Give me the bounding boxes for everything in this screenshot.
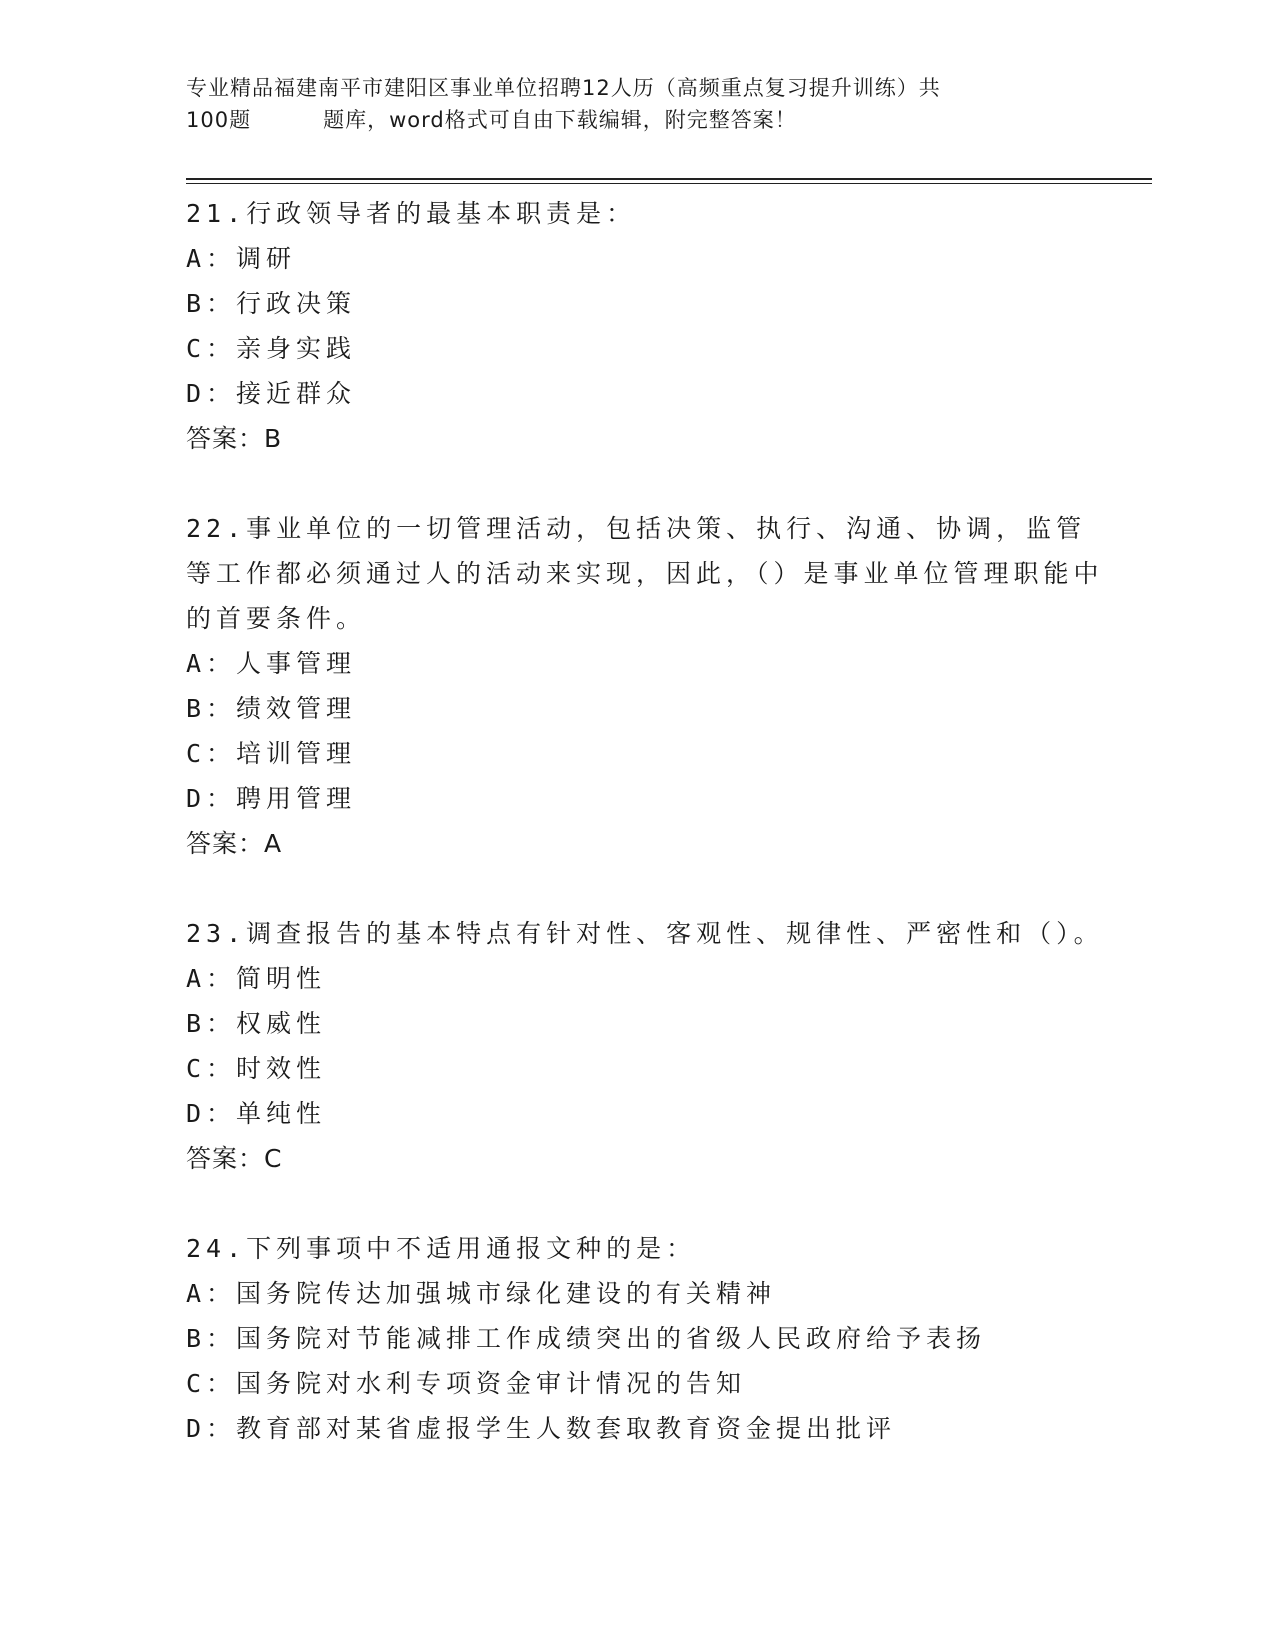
- question-text: 24.下列事项中不适用通报文种的是：: [186, 1234, 697, 1263]
- option-a: A：国务院传达加强城市绿化建设的有关精神: [186, 1279, 777, 1308]
- header-question-count: 100题: [186, 108, 252, 132]
- answer: 答案：A: [186, 829, 283, 858]
- question-21: [186, 191, 1106, 461]
- header-divider-thick: [186, 178, 1152, 180]
- option-b: B：绩效管理: [186, 694, 357, 723]
- question-text: 22.事业单位的一切管理活动，包括决策、执行、沟通、协调，监管等工作都必须通过人的活动来实现，因此，（）是事业单位管理职能中的首要条件。: [186, 514, 1104, 633]
- document-header: [186, 72, 1086, 136]
- option-c: C：培训管理: [186, 739, 357, 768]
- option-a: A：调研: [186, 244, 297, 273]
- option-d: D：接近群众: [186, 379, 357, 408]
- question-list: [186, 191, 1106, 1496]
- option-d: D：聘用管理: [186, 784, 357, 813]
- option-a: A：人事管理: [186, 649, 357, 678]
- option-d: D：教育部对某省虚报学生人数套取教育资金提出批评: [186, 1414, 897, 1443]
- question-text: 23.调查报告的基本特点有针对性、客观性、规律性、严密性和（）。: [186, 919, 1104, 948]
- answer: 答案：B: [186, 424, 283, 453]
- header-divider-thin: [186, 183, 1152, 184]
- option-c: C：国务院对水利专项资金审计情况的告知: [186, 1369, 747, 1398]
- question-text: 21.行政领导者的最基本职责是：: [186, 199, 637, 228]
- answer: 答案：C: [186, 1144, 283, 1173]
- question-23: [186, 911, 1106, 1181]
- option-a: A：简明性: [186, 964, 327, 993]
- header-description: 题库，word格式可自由下载编辑，附完整答案！: [323, 108, 797, 132]
- option-d: D：单纯性: [186, 1099, 327, 1128]
- option-b: B：权威性: [186, 1009, 327, 1038]
- header-line-2: [186, 104, 1086, 136]
- question-22: [186, 506, 1106, 866]
- option-c: C：亲身实践: [186, 334, 357, 363]
- option-b: B：国务院对节能减排工作成绩突出的省级人民政府给予表扬: [186, 1324, 987, 1353]
- header-line-1: 专业精品福建南平市建阳区事业单位招聘12人历（高频重点复习提升训练）共: [186, 76, 941, 100]
- option-c: C：时效性: [186, 1054, 327, 1083]
- option-b: B：行政决策: [186, 289, 357, 318]
- question-24: [186, 1226, 1106, 1451]
